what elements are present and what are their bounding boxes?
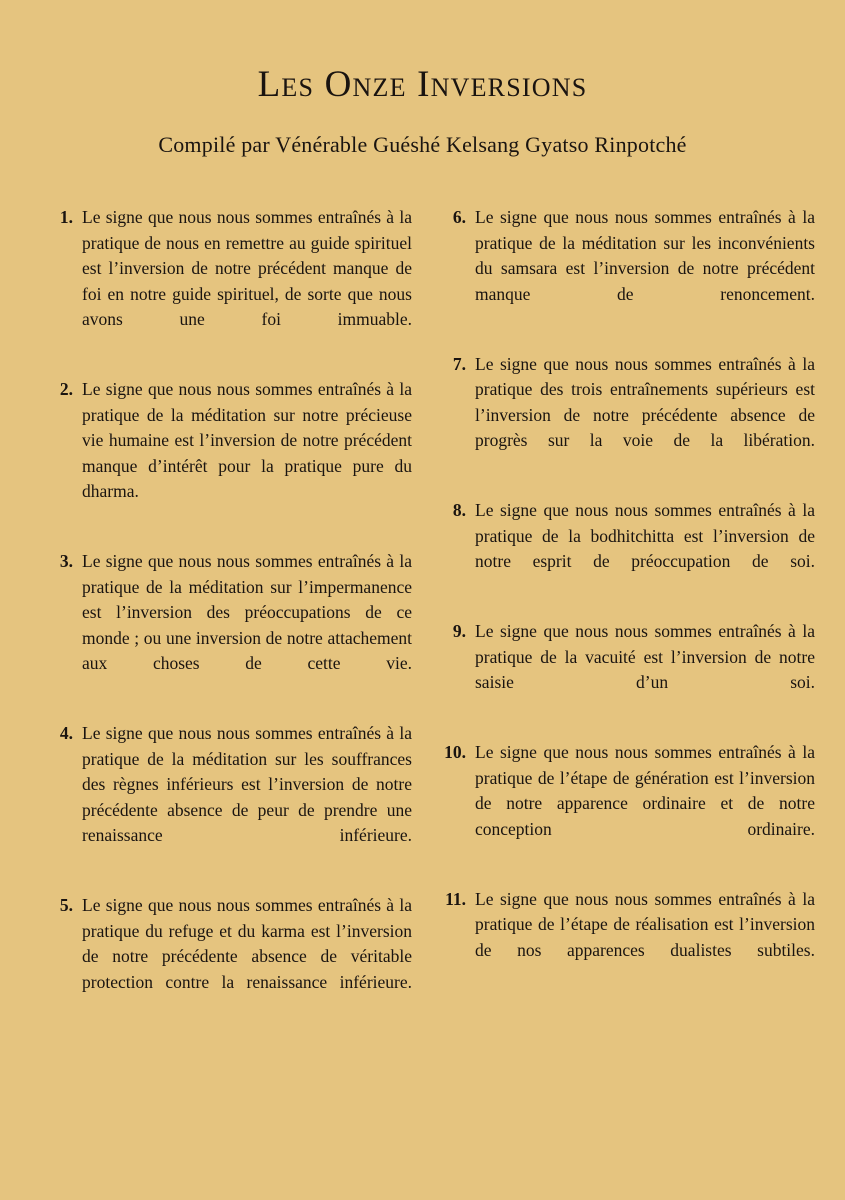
list-item	[437, 887, 815, 989]
list-item	[437, 740, 815, 868]
list-item-text: Le signe que nous nous sommes entraînés à la pratique de la bodhitchitta est l’inversion de notre esprit de préoccupation de soi.	[475, 500, 815, 571]
list-item-text: Le signe que nous nous sommes entraînés à la pratique de nous en remettre au guide spirituel est l’inversion de notre précédent manque de foi en notre guide spirituel, de sorte que nous avons une foi immuable.	[82, 207, 412, 329]
list-item-text: Le signe que nous nous sommes entraînés à la pratique des trois entraînements supérieurs est l’inversion de notre précédente absence de progrès sur la voie de la libération.	[475, 353, 815, 450]
list-item-number: 11.	[445, 888, 466, 909]
page-title: Les Onze Inversions	[257, 64, 588, 105]
list-item-number: 2.	[59, 379, 73, 399]
list-item-text: Le signe que nous nous sommes entraînés à la pratique de la méditation sur l’impermanence est l’inversion des préoccupations de ce monde ; ou une inversion de notre attachement aux choses de cette vie.	[82, 551, 412, 673]
list-item	[50, 377, 412, 530]
column-right	[437, 205, 815, 1008]
list-item-number: 4.	[59, 723, 73, 743]
list-item-text: Le signe que nous nous sommes entraînés à la pratique de l’étape de réalisation est l’inversion de nos apparences dualistes subtiles.	[475, 888, 815, 960]
list-item-number: 7.	[452, 353, 466, 374]
list-item-text: Le signe que nous nous sommes entraînés à la pratique du refuge et du karma est l’inversion de notre précédente absence de véritable protection contre la renaissance inférieure.	[82, 895, 412, 992]
list-item-number: 10.	[444, 742, 466, 762]
list-item	[50, 721, 412, 874]
two-column-body	[0, 205, 845, 1040]
list-item	[437, 205, 815, 333]
list-item-text: Le signe que nous nous sommes entraînés à la pratique de la vacuité est l’inversion de notre saisie d’un soi.	[475, 621, 815, 692]
list-item-number: 1.	[59, 207, 73, 227]
list-item	[50, 549, 412, 702]
column-left	[50, 205, 412, 1040]
list-item	[437, 352, 815, 480]
list-item	[50, 893, 412, 1021]
list-item	[437, 619, 815, 721]
list-item-number: 5.	[59, 895, 73, 915]
list-item-text: Le signe que nous nous sommes entraînés à la pratique de la méditation sur les souffrances des règnes inférieurs est l’inversion de notre précédente absence de peur de prendre une renaissance inférieure.	[82, 723, 412, 845]
list-item-number: 6.	[452, 207, 466, 227]
list-item-text: Le signe que nous nous sommes entraînés à la pratique de la méditation sur les inconvénients du samsara est l’inversion de notre précédent manque de renoncement.	[475, 207, 815, 304]
list-item	[437, 498, 815, 600]
list-item-text: Le signe que nous nous sommes entraînés à la pratique de l’étape de génération est l’inversion de notre apparence ordinaire et de notre conception ordinaire.	[475, 742, 815, 839]
list-item	[50, 205, 412, 358]
list-item-number: 3.	[59, 551, 73, 571]
list-item-number: 9.	[452, 621, 466, 641]
list-item-text: Le signe que nous nous sommes entraînés à la pratique de la méditation sur notre précieuse vie humaine est l’inversion de notre précédent manque d’intérêt pour la pratique pure du dharma.	[82, 379, 412, 501]
list-item-number: 8.	[452, 500, 466, 520]
page-subtitle: Compilé par Vénérable Guéshé Kelsang Gyatso Rinpotché	[158, 131, 687, 157]
